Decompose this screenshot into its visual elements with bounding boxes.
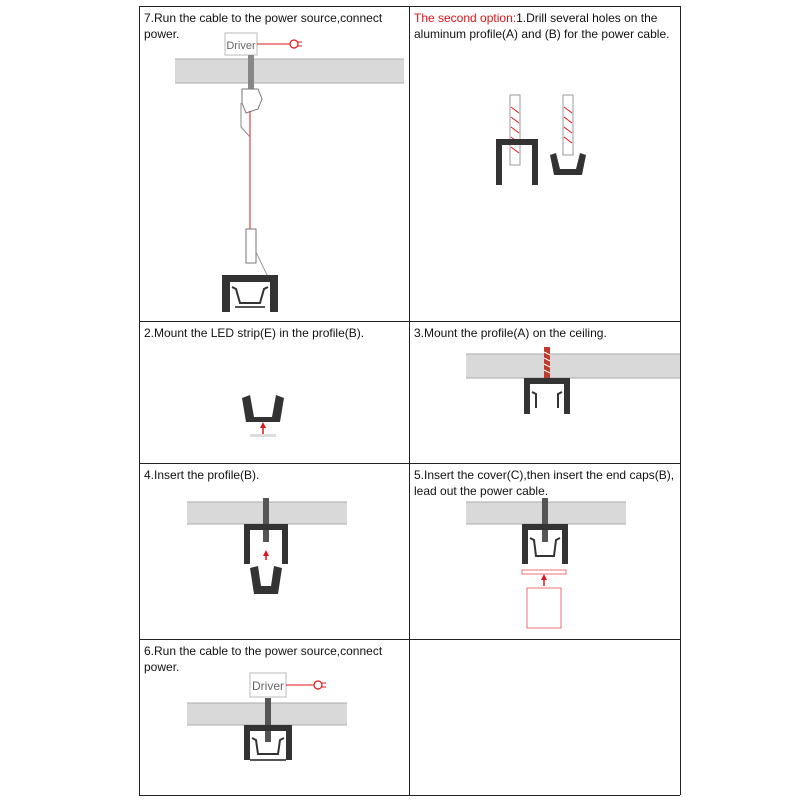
empty-cell — [410, 640, 680, 795]
step-3-illustration — [410, 322, 680, 463]
step-7-cell — [140, 7, 409, 321]
driver-label: Driver — [252, 679, 284, 693]
option-2-text: 1.Drill several holes on the aluminum profile(A) and (B) for the power cable. — [414, 11, 670, 41]
option-2-highlight: The second option: — [414, 11, 517, 25]
step-5-caption: 5.Insert the cover(C),then insert the end caps(B), lead out the power cable. — [414, 468, 675, 498]
step-5-illustration — [410, 464, 680, 639]
step-4-caption: 4.Insert the profile(B). — [144, 468, 260, 482]
column-divider — [680, 6, 681, 795]
plug-icon — [290, 40, 298, 48]
step-2-cell — [140, 322, 409, 463]
step-4-illustration — [140, 464, 409, 639]
option-2-illustration — [410, 7, 680, 321]
ceiling — [175, 59, 404, 83]
step-2-caption: 2.Mount the LED strip(E) in the profile(B). — [144, 326, 365, 340]
plug-icon — [314, 681, 322, 689]
option-2-cell — [410, 7, 680, 321]
step-7-illustration — [140, 7, 409, 321]
ceiling — [466, 354, 680, 378]
step-6-caption: 6.Run the cable to the power source,connect power. — [144, 644, 383, 674]
step-7-caption: 7.Run the cable to the power source,connect power. — [144, 11, 383, 41]
step-2-illustration — [140, 322, 409, 463]
step-6-cell — [140, 640, 409, 795]
row-divider — [139, 795, 680, 796]
step-6-illustration — [140, 640, 409, 795]
step-4-cell — [140, 464, 409, 639]
step-3-caption: 3.Mount the profile(A) on the ceiling. — [414, 326, 607, 340]
step-5-cell — [410, 464, 680, 639]
step-3-cell — [410, 322, 680, 463]
driver-label: Driver — [226, 40, 256, 52]
